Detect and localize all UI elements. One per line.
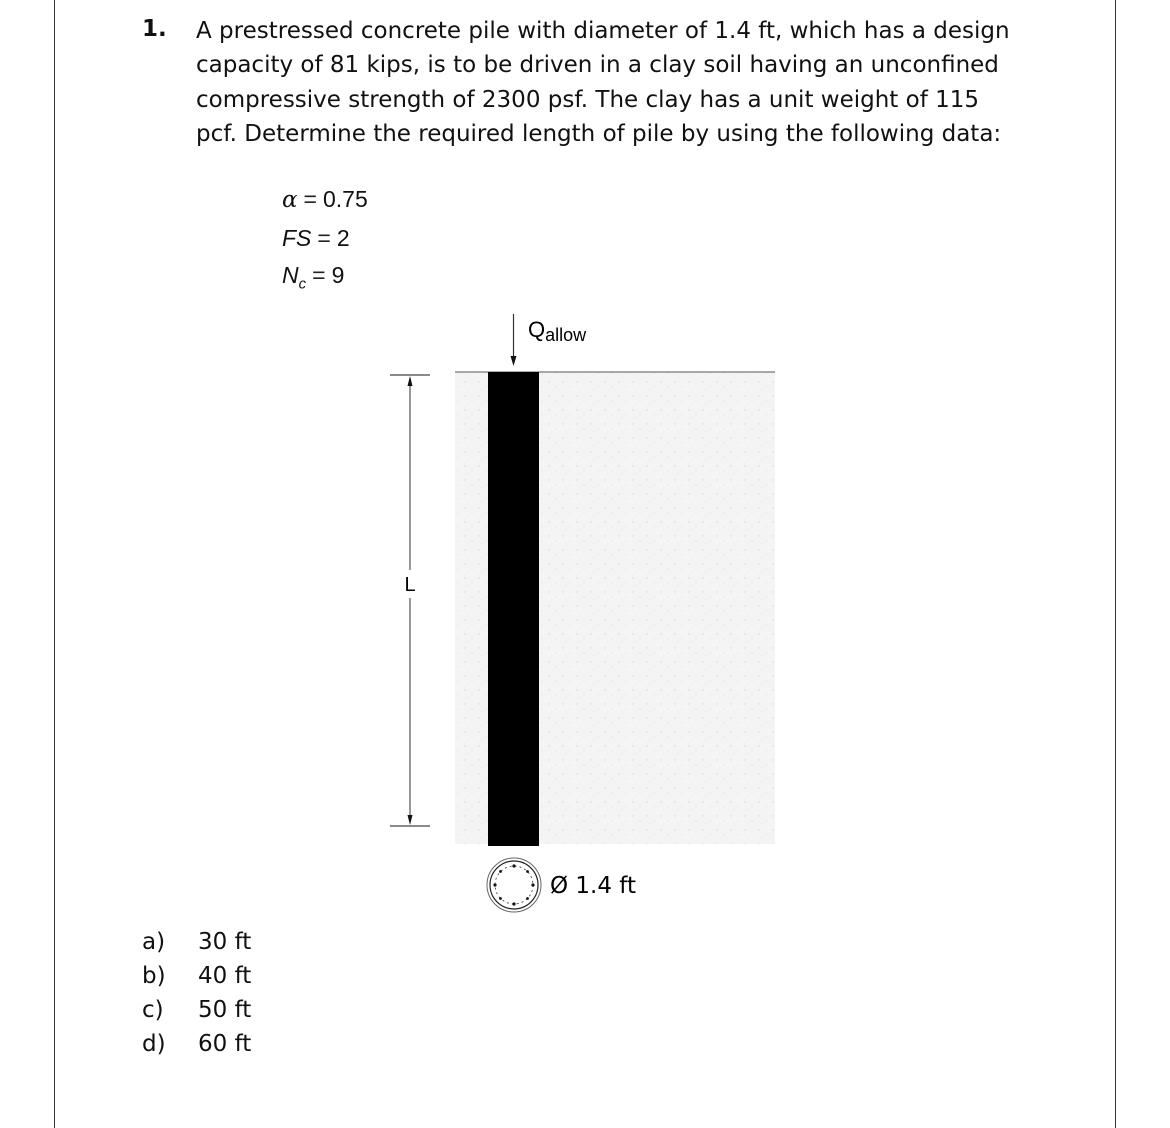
option-text: 50 ft: [198, 997, 252, 1023]
option-letter: a): [142, 929, 166, 955]
nc-symbol: N: [282, 262, 299, 288]
option-letter: b): [142, 963, 166, 989]
diameter-label: Ø 1.4 ft: [550, 873, 637, 899]
dimension-arrow-bottom: [408, 815, 413, 825]
option-a[interactable]: [142, 925, 251, 959]
equals-sign: =: [303, 186, 317, 212]
question-text: A prestressed concrete pile with diameter of 1.4 ft, which has a design capacity of 81 kips, is to be driven in a clay soil having an unconfined compressive strength of 2300 psf. The clay has a unit weight of 115 pcf. Determine the required length of pile by using the following data:: [196, 18, 1010, 147]
option-letter: d): [142, 1031, 166, 1057]
pile-cross-section-icon: [487, 858, 541, 912]
option-b[interactable]: [142, 959, 251, 993]
equals-sign: =: [317, 225, 331, 251]
fs-value: 2: [336, 225, 350, 251]
question-number: 1.: [142, 16, 167, 42]
length-label: L: [404, 574, 416, 596]
option-d[interactable]: [142, 1027, 251, 1061]
option-letter: c): [142, 997, 164, 1023]
pile-shaft: [488, 372, 539, 846]
option-c[interactable]: [142, 993, 251, 1027]
option-text: 40 ft: [198, 963, 252, 989]
option-text: 60 ft: [198, 1031, 252, 1057]
alpha-value: 0.75: [322, 186, 368, 212]
equals-sign: =: [312, 262, 326, 288]
nc-subscript: c: [298, 275, 307, 293]
load-arrow-head: [511, 356, 517, 366]
dimension-arrow-top: [408, 376, 413, 386]
load-label: Qallow: [528, 317, 587, 345]
option-text: 30 ft: [198, 929, 252, 955]
nc-value: 9: [331, 262, 345, 288]
answer-options: [142, 925, 251, 1061]
fs-symbol: FS: [282, 225, 312, 251]
alpha-symbol: α: [282, 187, 298, 213]
